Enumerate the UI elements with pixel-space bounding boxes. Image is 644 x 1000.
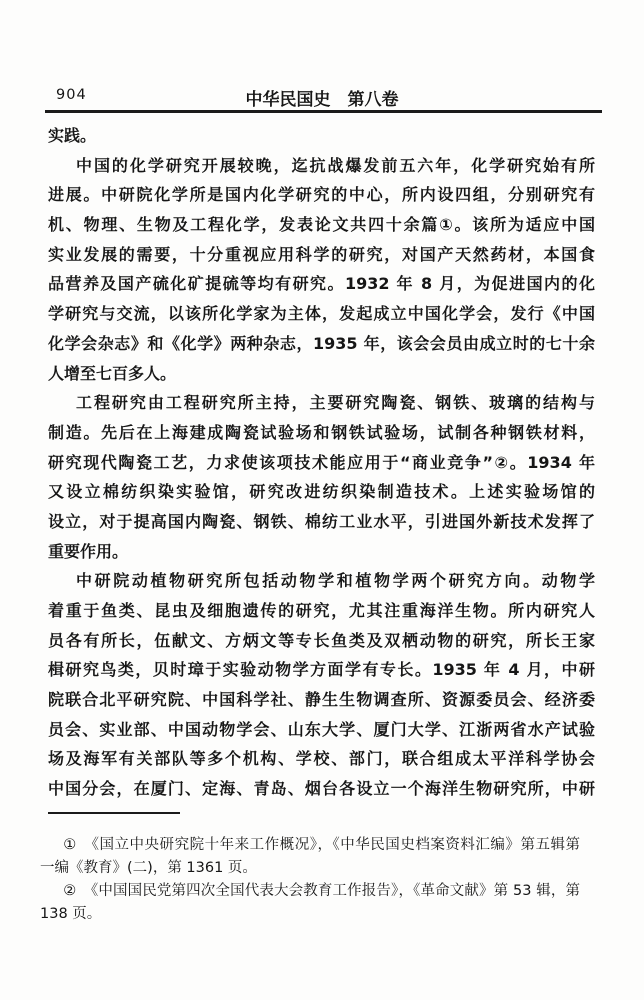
body-line: 化学会杂志》和《化学》两种杂志，1935 年，该会会员由成立时的七十余 — [48, 333, 595, 353]
body-line: 工程研究由工程研究所主持，主要研究陶瓷、钢铁、玻璃的结构与 — [76, 393, 595, 413]
body-line: 实业发展的需要，十分重视应用科学的研究，对国产天然药材，本国食 — [48, 244, 595, 264]
body-line: 重要作用。 — [48, 541, 129, 561]
body-line: 院联合北平研究院、中国科学社、静生生物调查所、资源委员会、经济委 — [48, 690, 595, 710]
body-line: 员会、实业部、中国动物学会、山东大学、厦门大学、江浙两省水产试验 — [48, 719, 595, 739]
body-line: 中国分会，在厦门、定海、青岛、烟台各设立一个海洋生物研究所，中研 — [48, 779, 595, 799]
running-title: 中华民国史 第八卷 — [245, 90, 399, 110]
body-line: 楫研究鸟类，贝时璋于实验动物学方面学有专长。1935 年 4 月，中研 — [48, 660, 595, 680]
body-line: 制造。先后在上海建成陶瓷试验场和钢铁试验场，试制各种钢铁材料， — [48, 422, 595, 442]
body-line: 学研究与交流，以该所化学家为主体，发起成立中国化学会，发行《中国 — [48, 304, 595, 324]
body-line: 中研院动植物研究所包括动物学和植物学两个研究方向。动物学 — [76, 571, 595, 591]
footnote-separator — [48, 812, 180, 814]
body-line: 又设立棉纺织染实验馆，研究改进纺织染制造技术。上述实验场馆的 — [48, 482, 595, 502]
body-line: 人增至七百多人。 — [48, 363, 177, 383]
body-line: 实践。 — [48, 126, 97, 145]
body-line: 机、物理、生物及工程化学，发表论文共四十余篇①。该所为适应中国 — [48, 215, 595, 235]
body-line: 中国的化学研究开展较晚，迄抗战爆发前五六年，化学研究始有所 — [76, 155, 595, 175]
body-line: 场及海军有关部队等多个机构、学校、部门，联合组成太平洋科学协会 — [48, 749, 595, 769]
footnote-line: 一编《教育》(二)，第 1361 页。 — [40, 860, 257, 876]
body-text — [48, 121, 595, 804]
body-line: 着重于鱼类、昆虫及细胞遗传的研究，尤其注重海洋生物。所内研究人 — [48, 601, 595, 620]
body-line: 品营养及国产硫化矿提硫等均有研究。1932 年 8 月，为促进国内的化 — [48, 274, 595, 294]
footnote-line: ② 《中国国民党第四次全国代表大会教育工作报告》，《革命文献》第 53 辑，第 — [63, 883, 580, 899]
page-number: 904 — [56, 87, 87, 103]
body-line: 进展。中研院化学所是国内化学研究的中心，所内设四组，分别研究有 — [48, 185, 595, 205]
body-line: 研究现代陶瓷工艺，力求使该项技术能应用于“商业竞争”②。1934 年 — [48, 452, 595, 472]
footnote-line: 138 页。 — [40, 906, 102, 922]
header-rule — [45, 110, 602, 113]
footnotes — [40, 834, 580, 926]
footnote-line: ① 《国立中央研究院十年来工作概况》，《中华民国史档案资料汇编》第五辑第 — [63, 837, 580, 853]
body-line: 设立，对于提高国内陶瓷、钢铁、棉纺工业水平，引进国外新技术发挥了 — [48, 511, 595, 531]
body-line: 员各有所长，伍献文、方炳文等专长鱼类及双栖动物的研究，所长王家 — [48, 630, 595, 650]
